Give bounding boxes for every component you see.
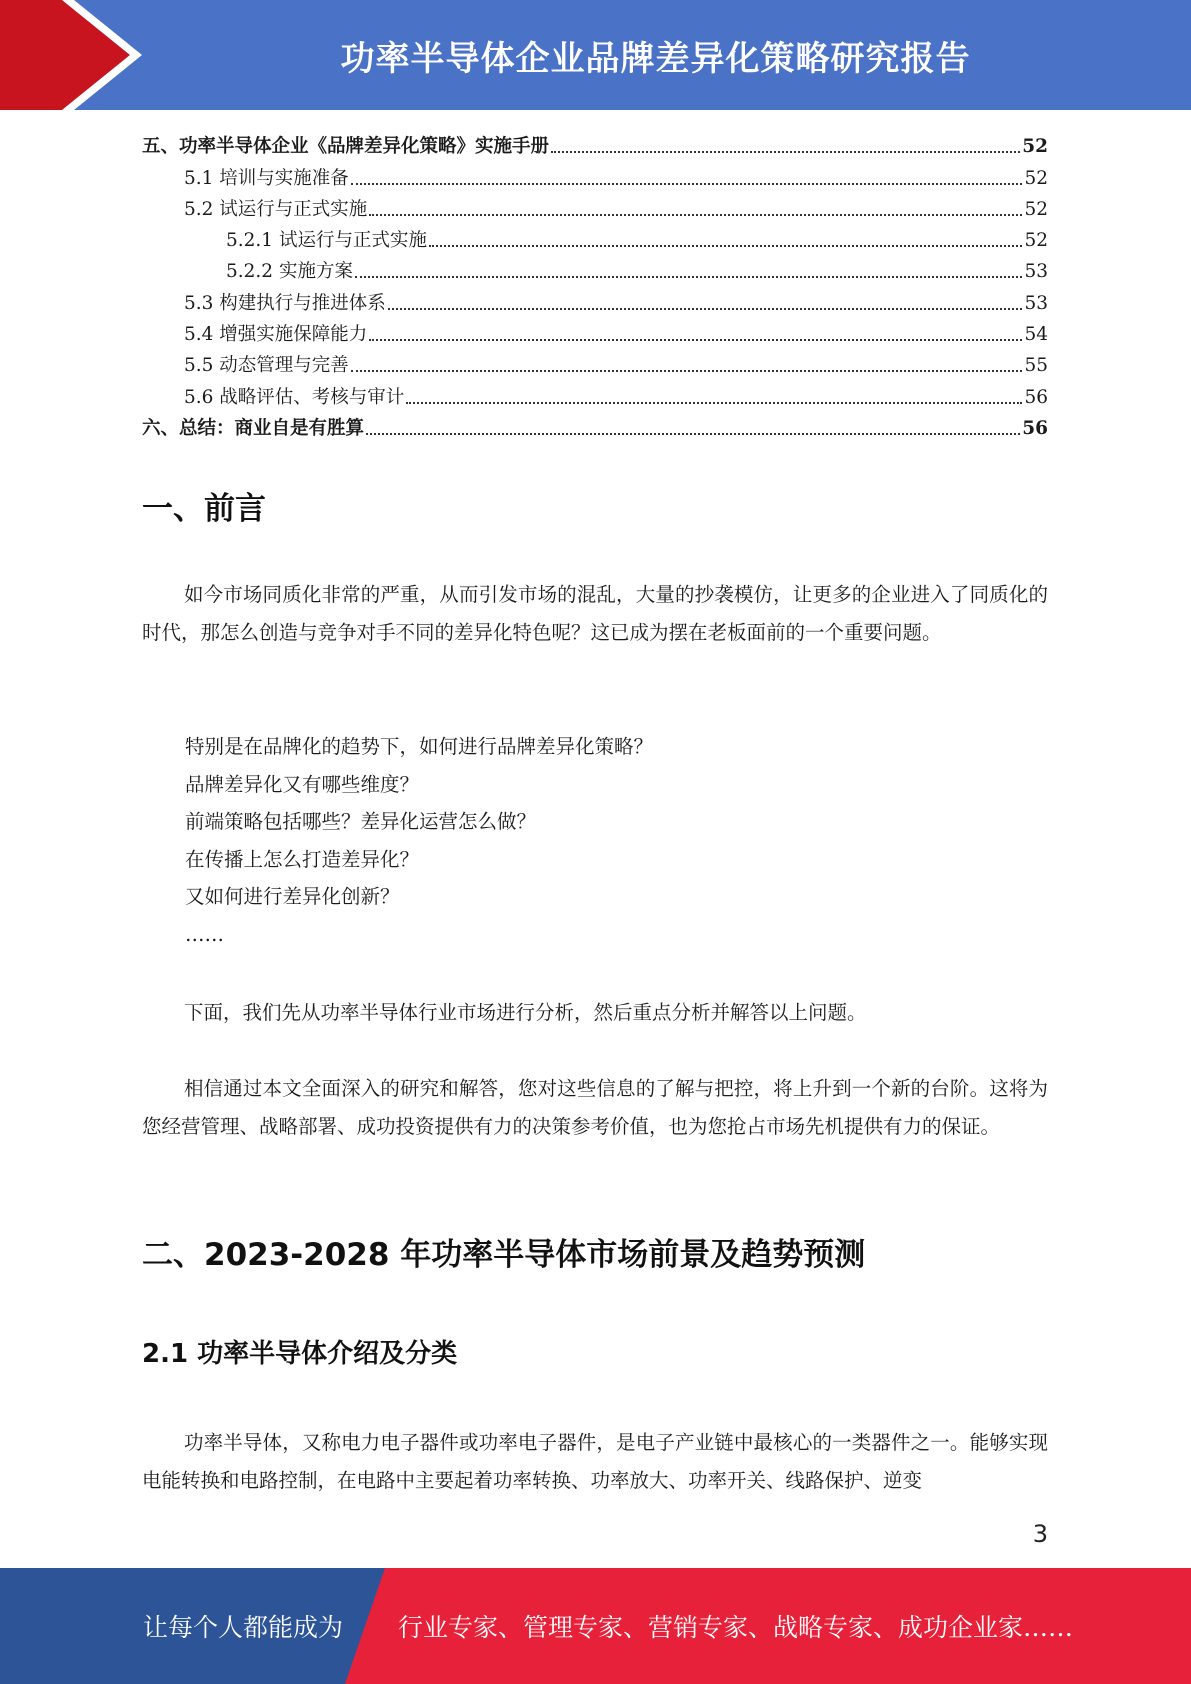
toc-entry[interactable]: [142, 191, 1048, 222]
toc-entry[interactable]: [142, 347, 1048, 378]
toc-dot-leader: [369, 214, 1022, 216]
toc-entry-label: 5.2.2 实施方案: [226, 261, 353, 283]
toc-dot-leader: [369, 339, 1022, 341]
toc-entry[interactable]: [142, 284, 1048, 315]
toc-entry-page: 55: [1024, 355, 1048, 377]
toc-entry-page: 52: [1024, 230, 1048, 252]
question-item: 又如何进行差异化创新？: [185, 885, 400, 908]
question-list: [185, 728, 1045, 953]
toc-entry-label: 六、总结：商业自是有胜算: [142, 417, 365, 439]
preface-paragraph-3: 相信通过本文全面深入的研究和解答，您对这些信息的了解与把控，将上升到一个新的台阶。这将为您经营管理、战略部署、成功投资提供有力的决策参考价值，也为您抢占市场先机提供有力的保证。: [142, 1077, 1048, 1138]
toc-entry-label: 5.4 增强实施保障能力: [184, 324, 368, 346]
section-heading-preface: 一、前言: [142, 491, 266, 527]
toc-entry-page: 53: [1024, 292, 1048, 314]
toc-entry-label: 5.3 构建执行与推进体系: [184, 292, 386, 314]
toc-entry-page: 54: [1024, 324, 1048, 346]
preface-paragraph-1: 如今市场同质化非常的严重，从而引发市场的混乱，大量的抄袭模仿，让更多的企业进入了同质化的时代，那怎么创造与竞争对手不同的差异化特色呢？这已成为摆在老板面前的一个重要问题。: [142, 583, 1048, 644]
question-item: 前端策略包括哪些？差异化运营怎么做？: [185, 810, 537, 833]
toc-entry-page: 52: [1022, 136, 1048, 158]
toc-entry-label: 5.6 战略评估、考核与审计: [184, 386, 405, 408]
toc-dot-leader: [366, 433, 1020, 435]
toc-dot-leader: [388, 308, 1023, 310]
toc-entry[interactable]: [142, 378, 1048, 409]
toc-entry-page: 52: [1024, 167, 1048, 189]
toc-dot-leader: [429, 245, 1022, 247]
toc-dot-leader: [351, 370, 1023, 372]
toc-entry-page: 56: [1024, 386, 1048, 408]
toc-dot-leader: [351, 183, 1023, 185]
section2-paragraph-1: 功率半导体，又称电力电子器件或功率电子器件，是电子产业链中最核心的一类器件之一。能够实现电能转换和电路控制，在电路中主要起着功率转换、功率放大、功率开关、线路保护、逆变: [142, 1431, 1048, 1492]
preface-paragraph-2: 下面，我们先从功率半导体行业市场进行分析，然后重点分析并解答以上问题。: [184, 1001, 867, 1024]
toc-entry[interactable]: [142, 222, 1048, 253]
toc-entry[interactable]: [142, 316, 1048, 347]
page-footer: [0, 1568, 1191, 1684]
question-item: 品牌差异化又有哪些维度？: [185, 772, 420, 796]
toc-entry[interactable]: [142, 159, 1048, 190]
toc-entry-label: 5.5 动态管理与完善: [184, 355, 349, 377]
toc-dot-leader: [406, 402, 1022, 404]
toc-entry-label: 5.2 试运行与正式实施: [184, 198, 368, 220]
page-number: 3: [1032, 1520, 1048, 1548]
toc-entry-label: 五、功率半导体企业《品牌差异化策略》实施手册: [142, 136, 550, 158]
header-red-chevron: [0, 0, 150, 110]
section-heading-market-forecast: 二、2023-2028 年功率半导体市场前景及趋势预测: [142, 1237, 866, 1273]
toc-entry[interactable]: [142, 410, 1048, 441]
toc-entry-label: 5.1 培训与实施准备: [184, 167, 349, 189]
question-item: 特别是在品牌化的趋势下，如何进行品牌差异化策略？: [185, 735, 654, 758]
toc-entry-page: 53: [1024, 261, 1048, 283]
toc-entry-page: 52: [1024, 198, 1048, 220]
toc-entry[interactable]: [142, 128, 1048, 159]
question-item: ……: [185, 922, 224, 946]
toc-entry-label: 5.2.1 试运行与正式实施: [226, 230, 427, 252]
toc-entry[interactable]: [142, 253, 1048, 284]
question-item: 在传播上怎么打造差异化？: [185, 847, 420, 871]
footer-slogan-right: 行业专家、管理专家、营销专家、战略专家、成功企业家……: [398, 1613, 1074, 1642]
toc-entry-page: 56: [1022, 417, 1048, 439]
toc-dot-leader: [355, 276, 1023, 278]
page-header: [0, 0, 1191, 110]
toc-dot-leader: [551, 151, 1020, 153]
subsection-heading-2-1: 2.1 功率半导体介绍及分类: [142, 1339, 458, 1369]
footer-slogan-left: 让每个人都能成为: [143, 1613, 344, 1642]
report-title: 功率半导体企业品牌差异化策略研究报告: [340, 38, 971, 79]
table-of-contents: [142, 128, 1048, 441]
